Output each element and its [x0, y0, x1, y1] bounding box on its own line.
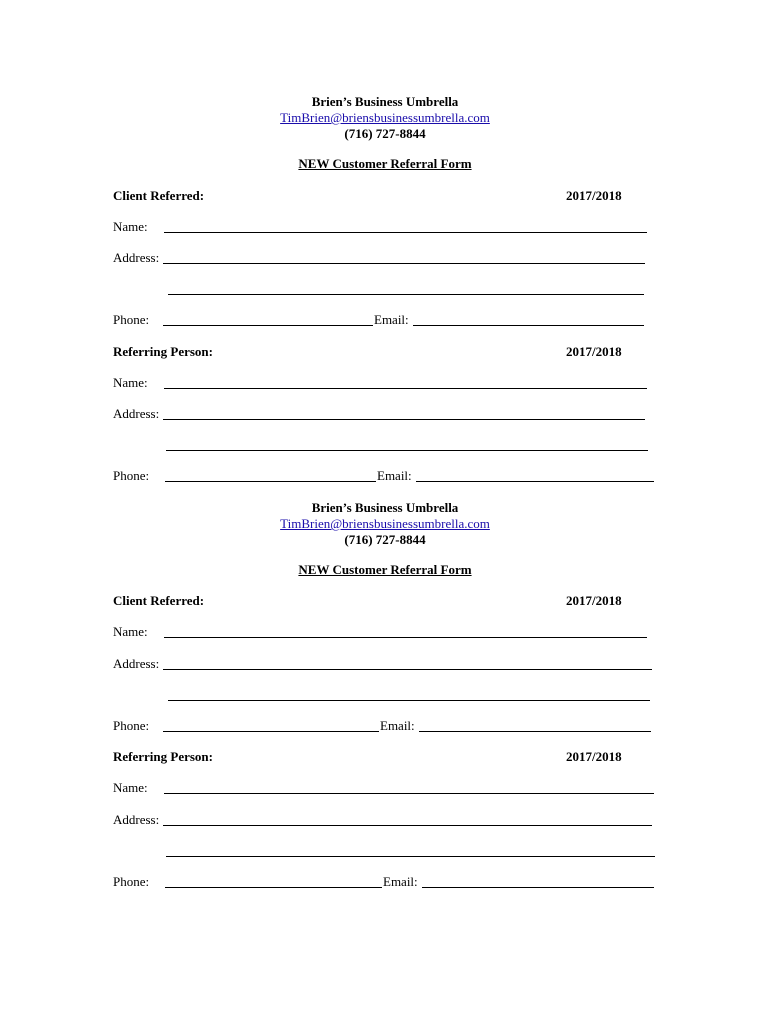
client-address-line-1-field[interactable]	[163, 669, 652, 670]
referrer-name-field[interactable]	[164, 793, 654, 794]
client-address-line-2-field[interactable]	[168, 294, 644, 295]
address-label: Address:	[113, 656, 160, 671]
section-heading-referring-person: Referring Person:	[113, 749, 213, 764]
company-email-link[interactable]: TimBrien@briensbusinessumbrella.com	[280, 516, 490, 531]
client-name-field[interactable]	[164, 637, 647, 638]
email-label: Email:	[377, 468, 412, 483]
email-label: Email:	[374, 312, 409, 327]
section-heading-client-referred: Client Referred:	[113, 593, 205, 608]
address-label: Address:	[113, 250, 160, 265]
name-label: Name:	[113, 375, 148, 390]
referrer-address-line-1-field[interactable]	[163, 825, 652, 826]
referrer-address-line-1-field[interactable]	[163, 419, 645, 420]
referrer-phone-field[interactable]	[165, 887, 382, 888]
phone-label: Phone:	[113, 718, 150, 733]
client-phone-field[interactable]	[163, 325, 373, 326]
name-label: Name:	[113, 780, 148, 795]
client-name-field[interactable]	[164, 232, 647, 233]
email-label: Email:	[380, 718, 415, 733]
form-title: NEW Customer Referral Form	[298, 156, 472, 171]
form-title: NEW Customer Referral Form	[298, 562, 472, 577]
referrer-email-field[interactable]	[416, 481, 654, 482]
company-name: Brien’s Business Umbrella	[311, 500, 459, 515]
company-email-link[interactable]: TimBrien@briensbusinessumbrella.com	[280, 110, 490, 125]
referrer-address-line-2-field[interactable]	[166, 450, 648, 451]
phone-label: Phone:	[113, 312, 150, 327]
section-year: 2017/2018	[566, 593, 622, 608]
client-address-line-1-field[interactable]	[163, 263, 645, 264]
referrer-email-field[interactable]	[422, 887, 654, 888]
section-year: 2017/2018	[566, 188, 622, 203]
referrer-name-field[interactable]	[164, 388, 647, 389]
phone-label: Phone:	[113, 874, 150, 889]
referrer-phone-field[interactable]	[165, 481, 376, 482]
company-phone: (716) 727-8844	[344, 532, 426, 547]
email-label: Email:	[383, 874, 418, 889]
phone-label: Phone:	[113, 468, 150, 483]
company-name: Brien’s Business Umbrella	[311, 94, 459, 109]
address-label: Address:	[113, 812, 160, 827]
name-label: Name:	[113, 624, 148, 639]
address-label: Address:	[113, 406, 160, 421]
section-year: 2017/2018	[566, 749, 622, 764]
client-address-line-2-field[interactable]	[168, 700, 650, 701]
client-email-field[interactable]	[413, 325, 644, 326]
section-heading-referring-person: Referring Person:	[113, 344, 213, 359]
section-year: 2017/2018	[566, 344, 622, 359]
referrer-address-line-2-field[interactable]	[166, 856, 655, 857]
name-label: Name:	[113, 219, 148, 234]
client-email-field[interactable]	[419, 731, 651, 732]
company-phone: (716) 727-8844	[344, 126, 426, 141]
section-heading-client-referred: Client Referred:	[113, 188, 205, 203]
client-phone-field[interactable]	[163, 731, 379, 732]
